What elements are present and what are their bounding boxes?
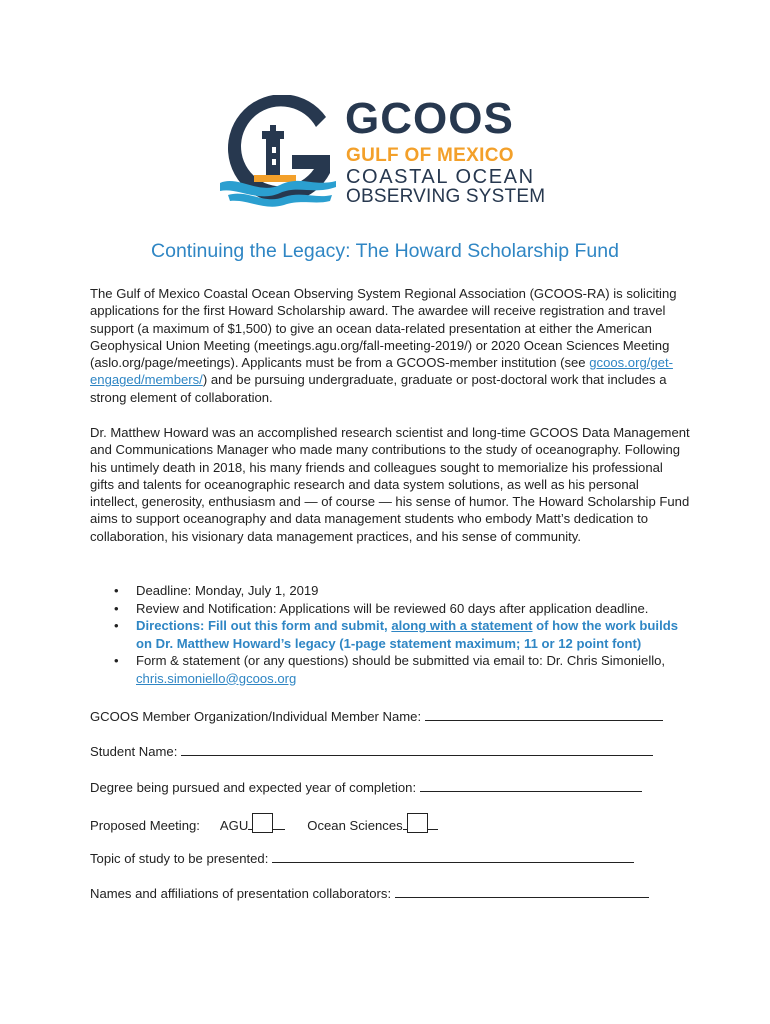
logo-line-coastal: COASTAL OCEAN	[346, 166, 535, 188]
topic-input-line[interactable]	[272, 849, 634, 863]
directions-text	[136, 618, 678, 651]
deadline-text: Deadline: Monday, July 1, 2019	[136, 583, 319, 598]
collaborators-field	[90, 884, 649, 902]
howard-bio-paragraph: Dr. Matthew Howard was an accomplished research scientist and long-time GCOOS Data Management and Communications Manager who made many contributions to the study of oceanography. Following his untimely death in 2018, his many friends and colleagues sought to memorialize his professional gifts and talents for oceanographic research and data system solutions, as well as his personal intellect, generosity, enthusiasm and — of course — his sense of humor. The Howard Scholarship Fund aims to support oceanography and data management students who embody Matt’s dedication to collaboration, his visionary data management practices, and his sense of community.	[90, 425, 690, 544]
list-item-review	[90, 600, 690, 618]
ocean-sciences-label: Ocean Sciences	[307, 818, 403, 833]
gcoos-emblem-icon	[218, 95, 340, 213]
agu-checkbox[interactable]	[252, 813, 273, 833]
member-org-field	[90, 707, 663, 725]
proposed-meeting-label: Proposed Meeting:	[90, 818, 200, 833]
student-name-field	[90, 742, 653, 760]
bullet-marker: •	[114, 583, 119, 598]
proposed-meeting-field	[90, 813, 438, 834]
directions-part-b: along with a statement	[391, 618, 533, 633]
intro-paragraph	[90, 285, 690, 406]
ocean-sciences-checkbox[interactable]	[407, 813, 428, 833]
gcoos-logo	[218, 95, 548, 213]
members-link[interactable]: gcoos.org/get-engaged/members/	[90, 355, 673, 388]
collaborators-label: Names and affiliations of presentation collaborators:	[90, 886, 392, 901]
bullet-marker: •	[114, 600, 119, 616]
bullet-marker: •	[114, 618, 119, 633]
collaborators-input-line[interactable]	[395, 884, 649, 898]
submit-text: Form & statement (or any questions) should be submitted via email to: Dr. Chris Simoniello,	[136, 653, 666, 668]
logo-line-gulf: GULF OF MEXICO	[346, 145, 514, 166]
list-item-directions	[90, 617, 690, 652]
bullet-marker: •	[114, 653, 119, 668]
student-name-label: Student Name:	[90, 744, 178, 759]
degree-label: Degree being pursued and expected year of completion:	[90, 780, 417, 795]
agu-label: AGU	[219, 818, 249, 833]
directions-part-a: Directions: Fill out this form and submit,	[136, 618, 392, 633]
review-text: Review and Notification: Applications will be reviewed 60 days after application deadline.	[136, 600, 649, 616]
intro-text-start: The Gulf of Mexico Coastal Ocean Observing System Regional Association (GCOOS-RA) is soliciting applications for the first Howard Scholarship award. The awardee will receive registration and travel support (a maximum of $1,500) to give an ocean data-related presentation at either the American Geophysical Union Meeting (meetings.agu.org/fall-meeting-2019/) or 2020 Ocean Sciences Meeting (aslo.org/page/meetings). Applicants must be from a GCOOS-member institution (see	[90, 286, 677, 371]
degree-input-line[interactable]	[420, 778, 642, 792]
degree-field	[90, 778, 642, 796]
topic-label: Topic of study to be presented:	[90, 851, 269, 866]
topic-field	[90, 849, 634, 867]
list-item-deadline	[90, 582, 690, 600]
logo-line-observing: OBSERVING SYSTEM	[346, 186, 546, 207]
details-list	[90, 582, 690, 687]
member-org-label: GCOOS Member Organization/Individual Member Name:	[90, 709, 422, 724]
email-link[interactable]: chris.simoniello@gcoos.org	[136, 670, 297, 686]
intro-text-end: ) and be pursuing undergraduate, graduate or post-doctoral work that includes a strong element of collaboration.	[90, 372, 667, 405]
logo-name: GCOOS	[345, 94, 514, 143]
page-title: Continuing the Legacy: The Howard Scholarship Fund	[151, 240, 619, 262]
directions-part-c: of how the work builds on Dr. Matthew Howard’s legacy (1-page statement maximum; 11 or 12 point font)	[136, 618, 678, 651]
member-org-input-line[interactable]	[425, 707, 663, 721]
list-item-submit	[90, 652, 690, 687]
student-name-input-line[interactable]	[181, 742, 653, 756]
